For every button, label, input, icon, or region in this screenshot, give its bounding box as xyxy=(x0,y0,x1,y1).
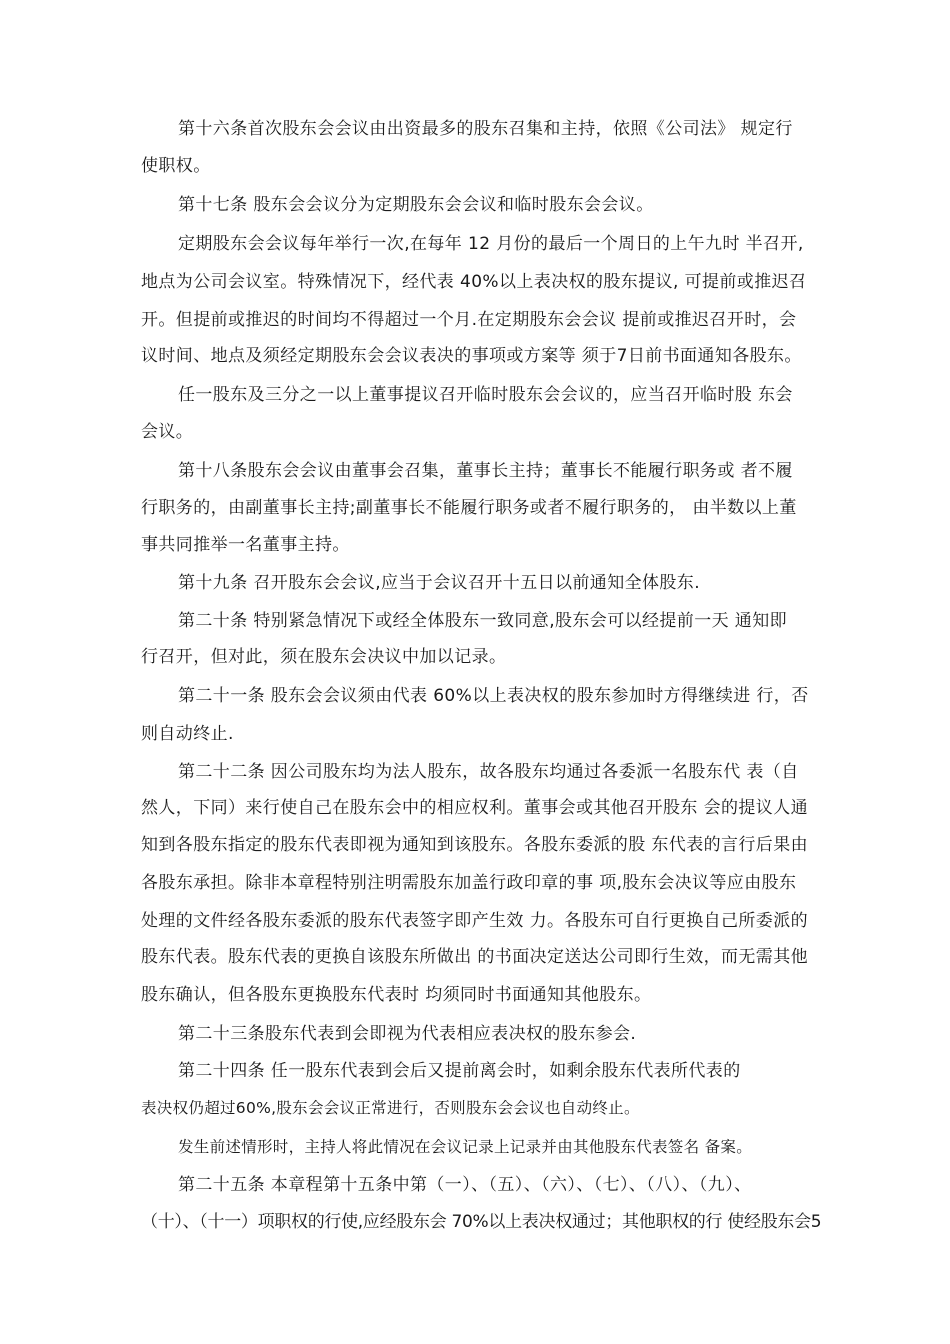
text-line: 任一股东及三分之一以上董事提议召开临时股东会会议的，应当召开临时股 东会 xyxy=(178,385,793,405)
text-line: 开。但提前或推迟的时间均不得超过一个月.在定期股东会会议 提前或推迟召开时，会 xyxy=(141,310,797,330)
text-line: （十）、（十一）项职权的行使,应经股东会 70%以上表决权通过；其他职权的行 使经股东会5 xyxy=(141,1212,822,1232)
text-line: 第二十条 特别紧急情况下或经全体股东一致同意,股东会可以经提前一天 通知即 xyxy=(178,611,788,631)
text-line: 则自动终止. xyxy=(141,724,234,744)
text-line: 第二十三条股东代表到会即视为代表相应表决权的股东参会. xyxy=(178,1024,637,1044)
text-line: 发生前述情形时，主持人将此情况在会议记录上记录并由其他股东代表签名 备案。 xyxy=(178,1138,753,1156)
text-line: 第十七条 股东会会议分为定期股东会会议和临时股东会会议。 xyxy=(178,195,654,215)
text-line: 处理的文件经各股东委派的股东代表签字即产生效 力。各股东可自行更换自己所委派的 xyxy=(141,911,809,931)
text-line: 行召开，但对此，须在股东会决议中加以记录。 xyxy=(141,647,507,667)
text-line: 各股东承担。除非本章程特别注明需股东加盖行政印章的事 项,股东会决议等应由股东 xyxy=(141,873,797,893)
text-line: 行职务的，由副董事长主持;副董事长不能履行职务或者不履行职务的， 由半数以上董 xyxy=(141,498,797,518)
text-line: 第十九条 召开股东会会议,应当于会议召开十五日以前通知全体股东. xyxy=(178,573,701,593)
text-line: 股东代表。股东代表的更换自该股东所做出 的书面决定送达公司即行生效，而无需其他 xyxy=(141,947,809,967)
text-line: 事共同推举一名董事主持。 xyxy=(141,535,350,555)
text-line: 使职权。 xyxy=(141,156,211,176)
text-line: 股东确认，但各股东更换股东代表时 均须同时书面通知其他股东。 xyxy=(141,985,652,1005)
text-line: 表决权仍超过60%,股东会会议正常进行，否则股东会会议也自动终止。 xyxy=(141,1099,640,1117)
text-line: 第二十一条 股东会会议须由代表 60%以上表决权的股东参加时方得继续进 行，否 xyxy=(178,686,809,706)
text-line: 会议。 xyxy=(141,422,194,442)
text-line: 地点为公司会议室。特殊情况下，经代表 40%以上表决权的股东提议, 可提前或推迟召 xyxy=(141,272,807,292)
text-line: 知到各股东指定的股东代表即视为通知到该股东。各股东委派的股 东代表的言行后果由 xyxy=(141,835,809,855)
text-line: 第二十五条 本章程第十五条中第（一）、（五）、（六）、（七）、（八）、（九）、 xyxy=(178,1175,752,1195)
text-line: 第二十二条 因公司股东均为法人股东，故各股东均通过各委派一名股东代 表（自 xyxy=(178,762,799,782)
text-line: 第十六条首次股东会会议由出资最多的股东召集和主持，依照《公司法》 规定行 xyxy=(178,119,793,139)
text-line: 第十八条股东会会议由董事会召集，董事长主持；董事长不能履行职务或 者不履 xyxy=(178,461,793,481)
text-line: 第二十四条 任一股东代表到会后又提前离会时，如剩余股东代表所代表的 xyxy=(178,1061,741,1081)
text-line: 定期股东会会议每年举行一次,在每年 12 月份的最后一个周日的上午九时 半召开, xyxy=(178,234,804,254)
text-line: 然人，下同）来行使自己在股东会中的相应权利。董事会或其他召开股东 会的提议人通 xyxy=(141,798,809,818)
text-line: 议时间、地点及须经定期股东会会议表决的事项或方案等 须于7日前书面通知各股东。 xyxy=(141,346,802,366)
